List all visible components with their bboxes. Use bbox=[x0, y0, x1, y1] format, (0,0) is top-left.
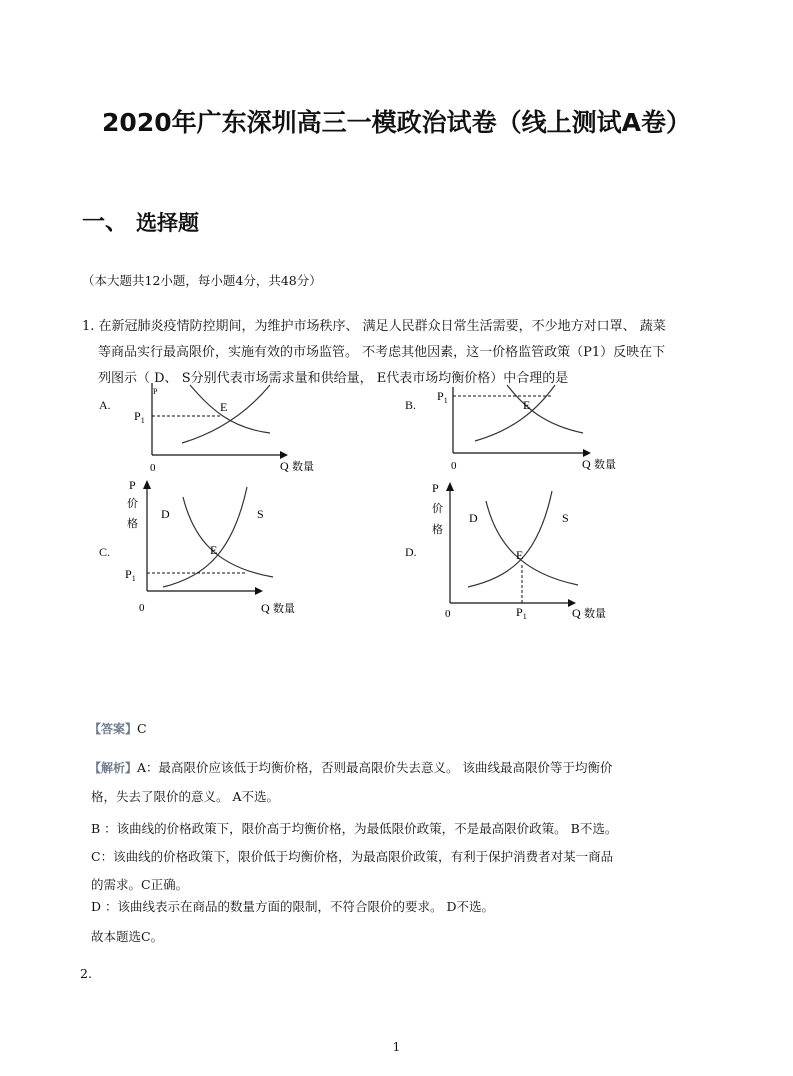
question1-line3: 列图示（ D、 S分别代表市场需求量和供给量， E代表市场均衡价格）中合理的是 bbox=[98, 371, 569, 386]
answer-tag: 【答案】 bbox=[89, 722, 138, 736]
option-d-label: D. bbox=[405, 545, 417, 559]
graph-c-origin-label: 0 bbox=[139, 602, 145, 614]
graph-a-quantity-label: 数量 bbox=[292, 461, 314, 473]
graph-c-demand-label: D bbox=[161, 507, 170, 521]
question2-number: 2. bbox=[80, 966, 92, 981]
analysis-line3: B ：该曲线的价格政策下，限价高于均衡价格，为最低限价政策，不是最高限价政策。 B不选。 bbox=[91, 821, 618, 836]
graph-c-quantity-label: 数量 bbox=[273, 603, 295, 615]
analysis-line1: A：最高限价应该低于均衡价格，否则最高限价失去意义。 该曲线最高限价等于均衡价 bbox=[137, 760, 613, 775]
graph-c-price-char2: 格 bbox=[127, 518, 138, 530]
section-number: 一、 bbox=[82, 209, 128, 235]
graph-d-supply-label: S bbox=[562, 511, 569, 525]
graph-a bbox=[120, 383, 314, 478]
graph-b-origin-label: 0 bbox=[451, 460, 457, 472]
graph-d-demand-label: D bbox=[469, 511, 478, 525]
graph-a-price-axis-label: P bbox=[153, 387, 158, 396]
section-title: 选择题 bbox=[136, 211, 199, 235]
graph-c-p1-label: $P_1$ bbox=[125, 567, 136, 583]
graph-d-q-label: Q bbox=[572, 606, 581, 620]
graph-d-quantity-label: 数量 bbox=[584, 608, 606, 620]
graph-d-equilibrium-label: E bbox=[516, 548, 524, 562]
section-note: （本大题共12小题，每小题4分，共48分） bbox=[82, 273, 322, 288]
analysis-line2: 格，失去了限价的意义。 A不选。 bbox=[91, 789, 280, 804]
answer-row bbox=[89, 718, 147, 737]
answer-value: C bbox=[137, 721, 147, 736]
option-a-label: A. bbox=[99, 398, 111, 412]
analysis-tag: 【解析】 bbox=[89, 761, 138, 775]
analysis-line6: D ：该曲线表示在商品的数量方面的限制，不符合限价的要求。 D不选。 bbox=[91, 899, 494, 914]
analysis-line5: 的需求。C正确。 bbox=[91, 877, 189, 892]
graph-a-origin-label: 0 bbox=[150, 462, 156, 474]
analysis-line4: C：该曲线的价格政策下，限价低于均衡价格，为最高限价政策，有利于保护消费者对某一商品 bbox=[91, 849, 614, 864]
graph-b bbox=[425, 383, 625, 478]
option-c-label: C. bbox=[99, 545, 111, 559]
graph-c-q-label: Q bbox=[261, 601, 270, 615]
graph-d bbox=[420, 477, 620, 622]
option-b-label: B. bbox=[405, 398, 417, 412]
graph-b-p1-label: $P_1$ bbox=[437, 389, 448, 405]
graph-a-p1-label: $P_1$ bbox=[134, 409, 145, 425]
graph-b-quantity-label: 数量 bbox=[594, 459, 616, 471]
graph-c-equilibrium-label: E bbox=[210, 543, 218, 557]
question1-line1: 1. 在新冠肺炎疫情防控期间，为维护市场秩序、 满足人民群众日常生活需要，不少地方对口罩、 蔬菜 bbox=[82, 319, 666, 334]
analysis-row bbox=[89, 757, 613, 776]
exam-title: 2020年广东深圳高三一模政治试卷（线上测试A卷） bbox=[102, 108, 691, 137]
graph-a-equilibrium-label: E bbox=[220, 400, 228, 414]
graph-c bbox=[115, 477, 315, 622]
analysis-line7: 故本题选C。 bbox=[91, 929, 164, 944]
graph-b-equilibrium-label: E bbox=[523, 398, 531, 412]
graph-a-q-label: Q bbox=[280, 459, 289, 473]
graph-c-price-label: P bbox=[129, 478, 136, 492]
graph-d-price-char1: 价 bbox=[432, 503, 443, 515]
graph-c-supply-label: S bbox=[257, 507, 264, 521]
graph-d-p1-label: $P_1$ bbox=[516, 605, 527, 621]
graph-d-price-char2: 格 bbox=[432, 524, 443, 536]
page-number: 1 bbox=[392, 1040, 401, 1054]
question1-line2: 等商品实行最高限价，实施有效的市场监管。 不考虑其他因素，这一价格监管政策（P1）反映在下 bbox=[98, 345, 666, 360]
graph-d-origin-label: 0 bbox=[445, 608, 451, 620]
graph-d-price-label: P bbox=[432, 481, 439, 495]
graph-c-price-char1: 价 bbox=[127, 498, 138, 510]
graph-b-q-label: Q bbox=[582, 457, 591, 471]
